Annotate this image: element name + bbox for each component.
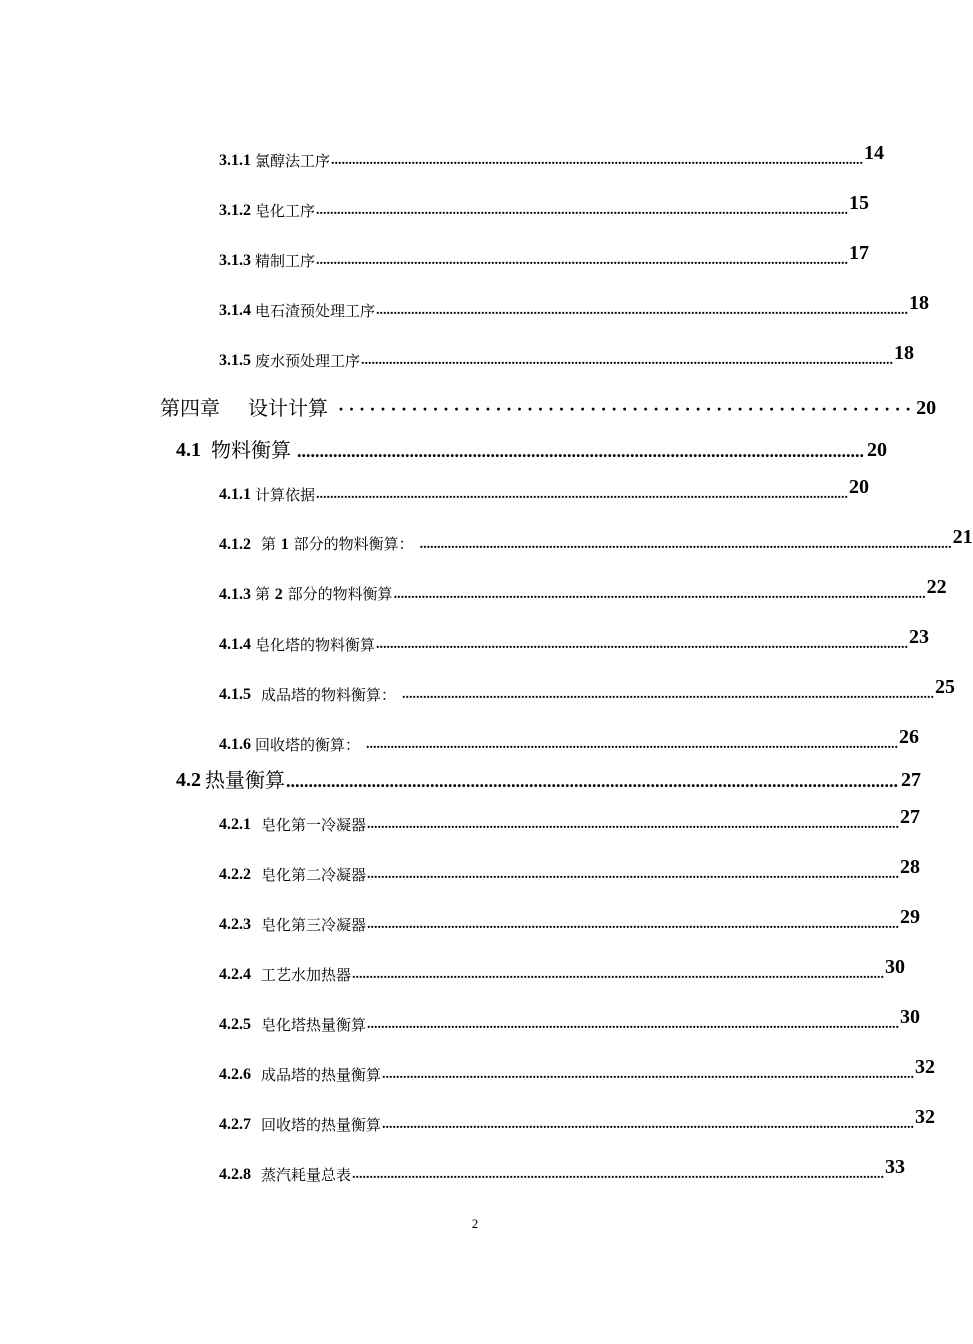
section-number: 3.1.5: [219, 352, 251, 369]
section-title: 成品塔的热量衡算: [261, 1066, 382, 1084]
toc-entry-4-2-1[interactable]: [219, 806, 921, 834]
dot-leader: ........................................................................................................................................: [286, 771, 898, 791]
section-number: 4.2.7: [219, 1116, 251, 1133]
dot-leader: ........................................................................................................................................................: [316, 253, 849, 268]
toc-entry-4-1-4[interactable]: [219, 626, 930, 654]
section-number: 4.1.3: [219, 586, 251, 603]
dot-leader: ........................................................................................................................................................: [352, 1167, 885, 1182]
toc-entry-chapter-4[interactable]: [160, 390, 937, 420]
section-number: 4.1.5: [219, 686, 251, 703]
toc-entry-4-2-5[interactable]: [219, 1006, 921, 1034]
section-number: 4.2.2: [219, 866, 251, 883]
section-number: 3.1.1: [219, 152, 251, 169]
section-number: 4.2.1: [219, 816, 251, 833]
toc-entry-4-1-1[interactable]: [219, 476, 870, 504]
toc-entry-3-1-1[interactable]: [219, 142, 885, 170]
section-title: 蒸汽耗量总表: [261, 1166, 352, 1184]
section-title: 皂化塔的物料衡算: [255, 636, 376, 654]
section-number: 4.2.4: [219, 966, 251, 983]
section-number: 4.1.1: [219, 486, 251, 503]
page-number: 18: [894, 342, 915, 364]
dot-leader: ........................................................................................................................................................: [393, 587, 926, 602]
page-number: 32: [915, 1106, 936, 1128]
title-bold-number: 2: [274, 586, 283, 603]
page-number: 22: [926, 576, 947, 598]
section-title: 物料衡算: [211, 438, 291, 462]
toc-entry-4-2-3[interactable]: [219, 906, 921, 934]
page-number: 14: [864, 142, 885, 164]
dot-leader: ........................................................................................................................................................: [382, 1067, 915, 1082]
toc-entry-4-2-8[interactable]: [219, 1156, 906, 1184]
page-number: 15: [849, 192, 870, 214]
toc-entry-3-1-5[interactable]: [219, 342, 915, 370]
toc-entry-4-1-3[interactable]: [219, 576, 947, 604]
toc-entry-4-2-4[interactable]: [219, 956, 906, 984]
chapter-name: 设计计算: [248, 396, 328, 420]
toc-entry-3-1-4[interactable]: [219, 292, 930, 320]
title-part: 部分的物料衡算: [287, 585, 393, 603]
dot-leader: ........................................................................................................................................................: [331, 153, 864, 168]
section-number: 4.2.5: [219, 1016, 251, 1033]
section-title: [255, 585, 393, 604]
section-number: 4.2.3: [219, 916, 251, 933]
chapter-title: [160, 396, 328, 420]
toc-entry-4-1-6[interactable]: [219, 726, 920, 754]
title-part: 第: [255, 585, 271, 603]
dot-leader: ........................................................................................................................................................: [367, 917, 900, 932]
toc-entry-4-2[interactable]: [176, 764, 921, 792]
toc-entry-4-1-2[interactable]: [219, 526, 973, 554]
chapter-label: 第四章: [160, 396, 220, 420]
section-title: 精制工序: [255, 252, 316, 270]
section-number: 3.1.2: [219, 202, 251, 219]
page-number: 33: [885, 1156, 906, 1178]
dot-leader: ........................................................................................................................................................: [316, 487, 849, 502]
section-title: 氯醇法工序: [255, 152, 331, 170]
section-title: 皂化工序: [255, 202, 316, 220]
toc-entry-4-1[interactable]: [176, 434, 887, 462]
dot-leader: ........................................................................................................................................................: [361, 353, 894, 368]
page-number: 23: [909, 626, 930, 648]
dot-leader: ........................................................................................................................................................: [402, 687, 935, 702]
section-title: 电石渣预处理工序: [255, 302, 376, 320]
page-number: 25: [935, 676, 956, 698]
page-number: 30: [900, 1006, 921, 1028]
page-number: 26: [899, 726, 920, 748]
title-bold-number: 1: [280, 536, 289, 553]
dot-leader: ........................................................................................................................................................: [316, 203, 849, 218]
dot-leader: ........................................................................................................................................................: [367, 817, 900, 832]
dot-leader: ........................................................................................................................................................: [376, 637, 909, 652]
toc-entry-4-2-7[interactable]: [219, 1106, 936, 1134]
page-number: 20: [867, 439, 887, 461]
section-title: 皂化第一冷凝器: [261, 816, 367, 834]
dot-leader: ........................................................................................................................................................: [366, 737, 899, 752]
page-number: 27: [901, 769, 921, 791]
section-title: 热量衡算: [205, 768, 285, 792]
section-number: 4.1.2: [219, 536, 251, 553]
page-number: 17: [849, 242, 870, 264]
section-title: 成品塔的物料衡算：: [261, 686, 397, 704]
page-number: 20: [849, 476, 870, 498]
section-number: 4.2: [176, 769, 201, 791]
page-number: 28: [900, 856, 921, 878]
dot-leader: ........................................................................................................................................................: [367, 1017, 900, 1032]
section-title: 工艺水加热器: [261, 966, 352, 984]
dot-leader: · · · · · · · · · · · · · · · · · · · · · · · · · · · · · · · · · · · · · · · · · · · · · · · · · · · · · · ·: [338, 399, 912, 419]
section-number: 4.1.6: [219, 736, 251, 753]
page-number: 27: [900, 806, 921, 828]
section-number: 4.2.6: [219, 1066, 251, 1083]
section-number: 3.1.4: [219, 302, 251, 319]
page-number: 21: [952, 526, 973, 548]
section-title: 皂化第三冷凝器: [261, 916, 367, 934]
dot-leader: ..............................................................................................................................: [297, 441, 864, 461]
title-part: 部分的物料衡算：: [293, 535, 414, 553]
section-title: 回收塔的热量衡算: [261, 1116, 382, 1134]
toc-entry-4-2-6[interactable]: [219, 1056, 936, 1084]
section-title: 皂化第二冷凝器: [261, 866, 367, 884]
dot-leader: ........................................................................................................................................................: [367, 867, 900, 882]
page-number: 18: [909, 292, 930, 314]
toc-entry-4-2-2[interactable]: [219, 856, 921, 884]
toc-entry-3-1-2[interactable]: [219, 192, 870, 220]
section-number: 4.1.4: [219, 636, 251, 653]
footer-page-number: 2: [471, 1216, 479, 1231]
title-part: 第: [261, 535, 277, 553]
section-title: 回收塔的衡算：: [255, 736, 361, 754]
page-number: 30: [885, 956, 906, 978]
section-number: 4.2.8: [219, 1166, 251, 1183]
section-title: 计算依据: [255, 486, 316, 504]
dot-leader: ........................................................................................................................................................: [352, 967, 885, 982]
dot-leader: ........................................................................................................................................................: [382, 1117, 915, 1132]
section-number: 3.1.3: [219, 252, 251, 269]
section-title: [261, 535, 414, 554]
page-number: 29: [900, 906, 921, 928]
section-title: 皂化塔热量衡算: [261, 1016, 367, 1034]
section-title: 废水预处理工序: [255, 352, 361, 370]
page-number: 20: [916, 397, 937, 419]
toc-entry-4-1-5[interactable]: [219, 676, 956, 704]
dot-leader: ........................................................................................................................................................: [376, 303, 909, 318]
section-number: 4.1: [176, 439, 201, 461]
page-number: 32: [915, 1056, 936, 1078]
toc-entry-3-1-3[interactable]: [219, 242, 870, 270]
dot-leader: ........................................................................................................................................................: [419, 537, 952, 552]
